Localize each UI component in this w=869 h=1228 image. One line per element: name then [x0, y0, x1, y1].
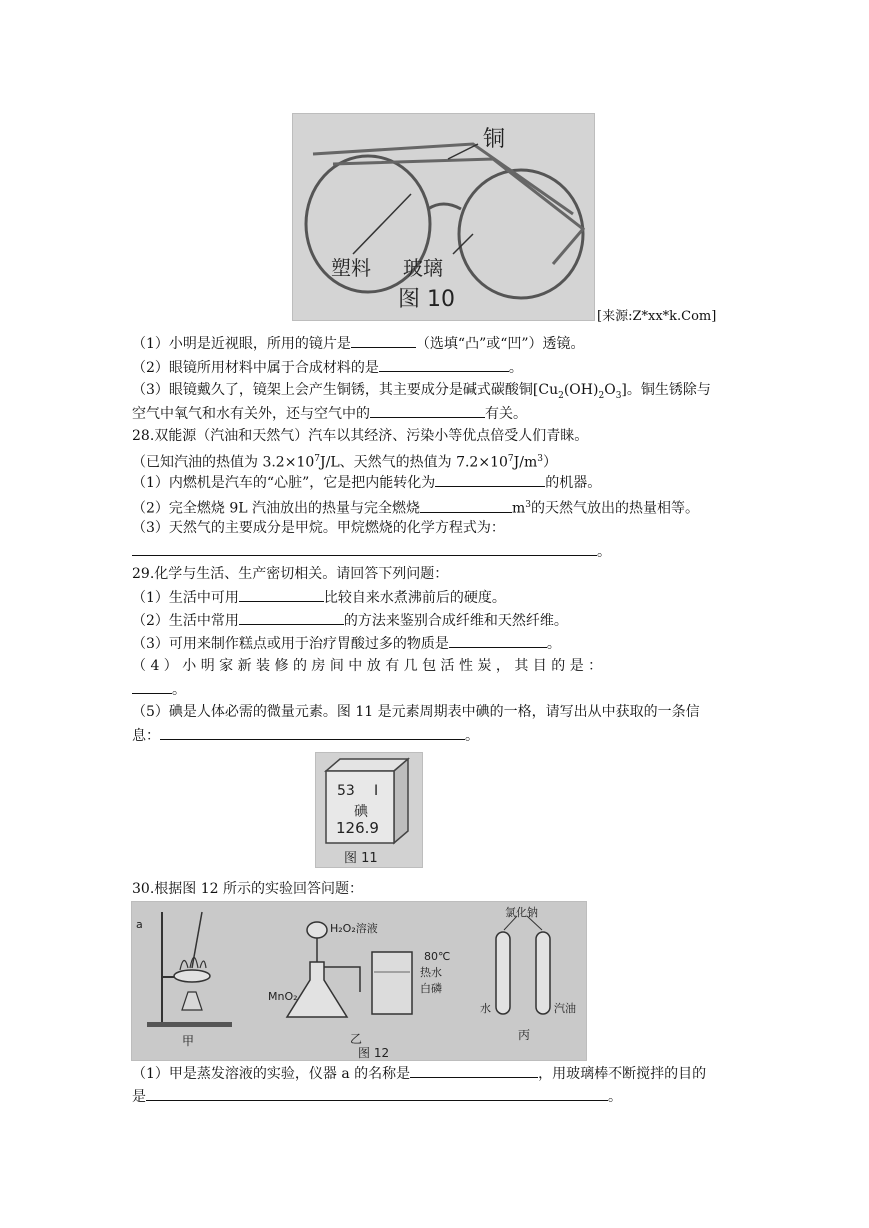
- source-note: [来源:Z*xx*k.Com]: [597, 309, 717, 324]
- q29-line3: [132, 633, 561, 654]
- q27-line4: [132, 403, 527, 424]
- q28-given-c: J/m: [513, 454, 538, 471]
- label-h2o2: H₂O₂溶液: [330, 922, 378, 935]
- q29-l2b: 的方法来鉴别合成纤维和天然纤维。: [343, 613, 568, 629]
- q27-sub1: 2: [558, 390, 564, 401]
- q28-blank1[interactable]: [435, 472, 545, 487]
- q28-sup3: 3: [537, 454, 543, 464]
- q29-blank2[interactable]: [239, 610, 344, 625]
- q29-l3b: 。: [546, 636, 561, 652]
- q29-blank3[interactable]: [449, 633, 547, 648]
- q30-l1a: （1）甲是蒸发溶液的实验，仪器 a 的名称是: [132, 1066, 411, 1082]
- q27-blank1[interactable]: [351, 333, 416, 348]
- iodine-symbol: I: [374, 783, 379, 799]
- q29-line6: [132, 725, 479, 746]
- iodine-name: 碘: [354, 804, 368, 820]
- q27-l1b: （选填“凸”或“凹”）透镜。: [415, 336, 585, 352]
- figure-11-caption: 图 11: [344, 851, 378, 866]
- q29-line4b: [132, 679, 186, 700]
- q27-l3b: ]。铜生锈除与: [621, 382, 711, 398]
- q30-l2end: 。: [608, 1089, 622, 1105]
- iodine-number: 53: [337, 783, 355, 799]
- glass-label: 玻璃: [403, 256, 443, 280]
- q28-line1: [132, 472, 601, 493]
- q28-line3: （3）天然气的主要成分是甲烷。甲烷燃烧的化学方程式为：: [132, 520, 505, 536]
- q28-given-a: （已知汽油的热值为 3.2×10: [132, 454, 315, 471]
- q27-l3a: （3）眼镜戴久了，镜架上会产生铜锈，其主要成分是碱式碳酸铜[Cu: [132, 382, 559, 398]
- q29-l2a: （2）生活中常用: [132, 613, 239, 629]
- q27-l3mid: (OH): [563, 382, 599, 398]
- q29-l4end: 。: [172, 682, 186, 698]
- label-a: a: [136, 918, 143, 931]
- q30-title: 30.根据图 12 所示的实验回答问题：: [132, 881, 363, 897]
- label-hotwater: 热水: [420, 966, 442, 979]
- q27-line1: [132, 333, 585, 354]
- q27-sub2: 2: [598, 390, 605, 401]
- q28-l2c: 的天然气放出的热量相等。: [531, 500, 700, 517]
- q28-line2: [132, 495, 699, 519]
- q29-line5: （5）碘是人体必需的微量元素。图 11 是元素周期表中碘的一格，请写出从中获取的一条信: [132, 704, 700, 720]
- figure-12-caption: 图 12: [358, 1046, 390, 1060]
- q30-line1: [132, 1063, 706, 1084]
- q28-given: [132, 449, 557, 473]
- figure-10-glasses: [292, 113, 595, 321]
- q30-l1b: ，用玻璃棒不断搅拌的目的: [538, 1066, 707, 1082]
- q29-l6end: 。: [465, 728, 479, 744]
- q27-l1a: （1）小明是近视眼，所用的镜片是: [132, 336, 351, 352]
- q27-blank2[interactable]: [379, 357, 509, 372]
- copper-label: 铜: [483, 127, 506, 152]
- q29-blank5[interactable]: [160, 725, 465, 740]
- q29-line2: [132, 610, 568, 631]
- q28-l1b: 的机器。: [545, 475, 602, 491]
- q29-l1a: （1）生活中可用: [132, 590, 239, 606]
- label-yi: 乙: [350, 1032, 363, 1046]
- q28-l2b: m: [512, 500, 526, 517]
- label-gasoline: 汽油: [554, 1002, 576, 1015]
- q29-line4: （ 4 ） 小 明 家 新 装 修 的 房 间 中 放 有 几 包 活 性 炭 ， 其 目 的 是 ：: [132, 658, 603, 674]
- q29-l6a: 息：: [132, 728, 160, 744]
- q29-title: 29.化学与生活、生产密切相关。请回答下列问题：: [132, 566, 449, 582]
- figure-12-experiments: [131, 901, 587, 1061]
- q29-blank4[interactable]: [132, 679, 172, 694]
- q28-blank2[interactable]: [420, 498, 512, 513]
- q28-l4end: 。: [597, 544, 611, 560]
- q29-line1: [132, 587, 506, 608]
- label-water: 水: [480, 1002, 491, 1015]
- q27-blank3[interactable]: [370, 403, 485, 418]
- label-mno2: MnO₂: [268, 990, 298, 1003]
- q27-line2: [132, 357, 523, 378]
- label-bing: 丙: [518, 1028, 531, 1042]
- q30-blank1[interactable]: [410, 1063, 538, 1078]
- q28-l2a: （2）完全燃烧 9L 汽油放出的热量与完全燃烧: [132, 500, 421, 517]
- q28-l1a: （1）内燃机是汽车的“心脏”，它是把内能转化为: [132, 475, 436, 491]
- q30-blank2[interactable]: [146, 1086, 608, 1101]
- q29-l1b: 比较自来水煮沸前后的硬度。: [323, 590, 506, 606]
- figure-11-iodine: [315, 752, 423, 868]
- q27-line3: [132, 380, 711, 406]
- q27-l3mid2: O: [604, 382, 616, 398]
- q27-l4b: 有关。: [485, 406, 527, 422]
- q27-l2a: （2）眼镜所用材料中属于合成材料的是: [132, 360, 379, 376]
- q28-given-d: ）: [542, 454, 557, 471]
- q28-l2sup: 3: [525, 500, 532, 510]
- q30-line2: [132, 1086, 622, 1107]
- q27-l2b: 。: [508, 360, 523, 376]
- q28-given-b: J/L、天然气的热值为 7.2×10: [320, 454, 508, 471]
- label-jia: 甲: [182, 1034, 195, 1048]
- q28-sup1: 7: [314, 454, 320, 464]
- q27-sub3: 3: [615, 390, 622, 401]
- label-80c: 80℃: [424, 950, 451, 963]
- q29-blank1[interactable]: [239, 587, 324, 602]
- label-nacl: 氯化钠: [505, 906, 538, 919]
- q30-l2a: 是: [132, 1089, 146, 1105]
- q28-line4: [132, 541, 611, 562]
- iodine-mass: 126.9: [336, 819, 379, 837]
- label-whitep: 白磷: [420, 982, 442, 995]
- q28-blank3[interactable]: [132, 541, 597, 556]
- q28-title: 28.双能源（汽油和天然气）汽车以其经济、污染小等优点倍受人们青睐。: [132, 428, 589, 444]
- q29-l3a: （3）可用来制作糕点或用于治疗胃酸过多的物质是: [132, 636, 449, 652]
- q28-sup2: 7: [507, 454, 514, 464]
- q27-l4a: 空气中氧气和水有关外，还与空气中的: [132, 406, 370, 422]
- figure-10-caption: 图 10: [398, 287, 455, 312]
- plastic-label: 塑料: [331, 256, 371, 280]
